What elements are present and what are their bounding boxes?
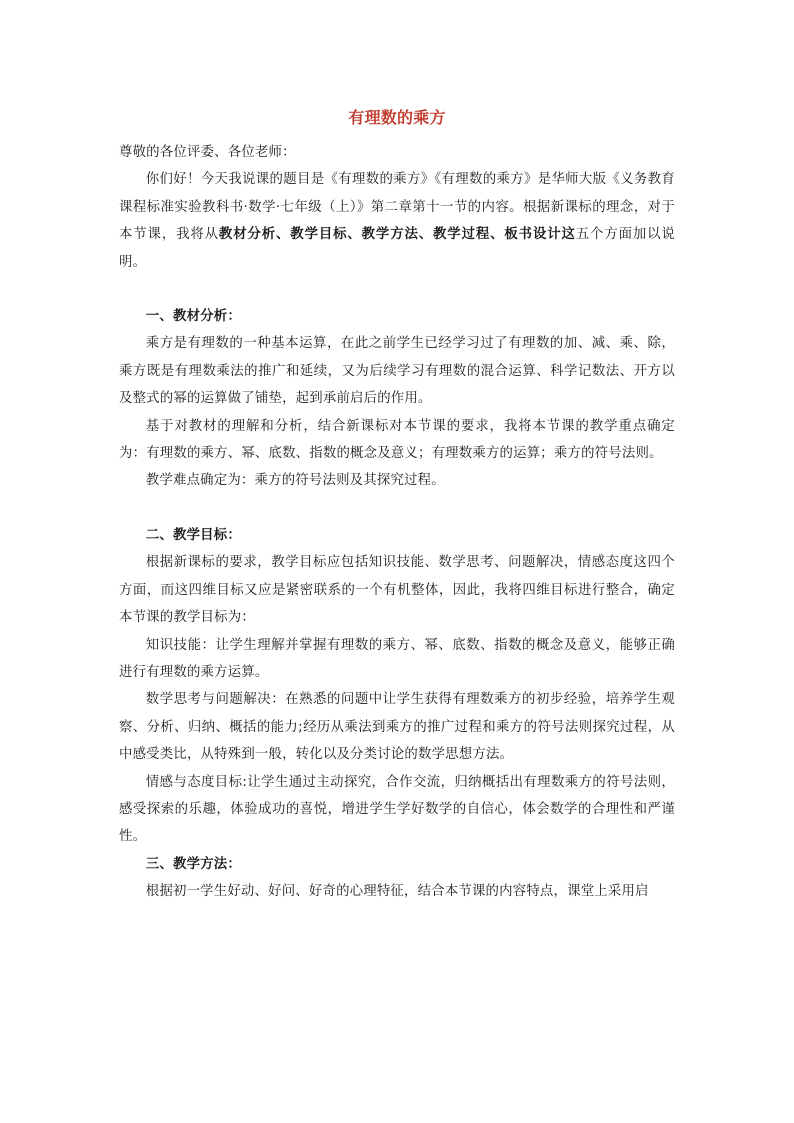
section-paragraph: 数学思考与问题解决：在熟悉的问题中让学生获得有理数乘方的初步经验，培养学生观察、分析、归纳、概括的能力;经历从乘法到乘方的推广过程和乘方的符号法则探究过程，从中感受类比，从特殊到一般，转化以及分类讨论的数学思想方法。 [119,692,675,763]
section-paragraph: 知识技能：让学生理解并掌握有理数的乘方、幂、底数、指数的概念及意义，能够正确进行有理数的乘方运算。 [119,637,675,680]
spacer [119,495,675,522]
intro-paragraph [119,166,675,276]
intro-bold-parts: 教材分析、教学目标、教学方法、教学过程、板书设计这 [218,227,576,243]
intro-text-before: 你们好！今天我说课的题目是《有理数的乘方》《有理数的乘方》是华师大版《义务教育课程标准实验教科书·数学·七年级（上）》第二章第十一节的内容。根据新课标的理念，对于本节课，我将从 [119,172,675,243]
document-title: 有理数的乘方 [348,108,446,127]
intro-text-after: 五个方面加以说明。 [119,227,675,270]
section-paragraph: 乘方是有理数的一种基本运算，在此之前学生已经学习过了有理数的加、减、乘、除，乘方既是有理数乘法的推广和延续，又为后续学习有理数的混合运算、科学记数法、开方以及整式的幂的运算做了铺垫，起到承前启后的作用。 [119,336,675,407]
section-paragraph: 根据初一学生好动、好问、好奇的心理特征，结合本节课的内容特点，课堂上采用启 [145,884,649,900]
document-body [119,104,675,906]
greeting: 尊敬的各位评委、各位老师： [119,145,296,160]
section-paragraph: 根据新课标的要求，教学目标应包括知识技能、数学思考、问题解决，情感态度这四个方面，而这四维目标又应是紧密联系的一个有机整体，因此，我将四维目标进行整合，确定本节课的教学目标为： [119,555,675,626]
section-heading-objectives: 二、教学目标： [145,527,241,543]
section-paragraph: 基于对教材的理解和分析，结合新课标对本节课的要求，我将本节课的教学重点确定为：有理数的乘方、幂、底数、指数的概念及意义；有理数乘方的运算；乘方的符号法则。 [119,418,675,462]
section-heading-materials: 一、教材分析： [145,309,241,325]
spacer [119,276,675,303]
section-paragraph: 教学难点确定为：乘方的符号法则及其探究过程。 [145,473,445,489]
section-heading-methods: 三、教学方法： [145,856,241,872]
section-paragraph: 情感与态度目标:让学生通过主动探究，合作交流，归纳概括出有理数乘方的符号法则，感受探索的乐趣，体验成功的喜悦，增进学生学好数学的自信心，体会数学的合理性和严谨性。 [119,774,675,845]
